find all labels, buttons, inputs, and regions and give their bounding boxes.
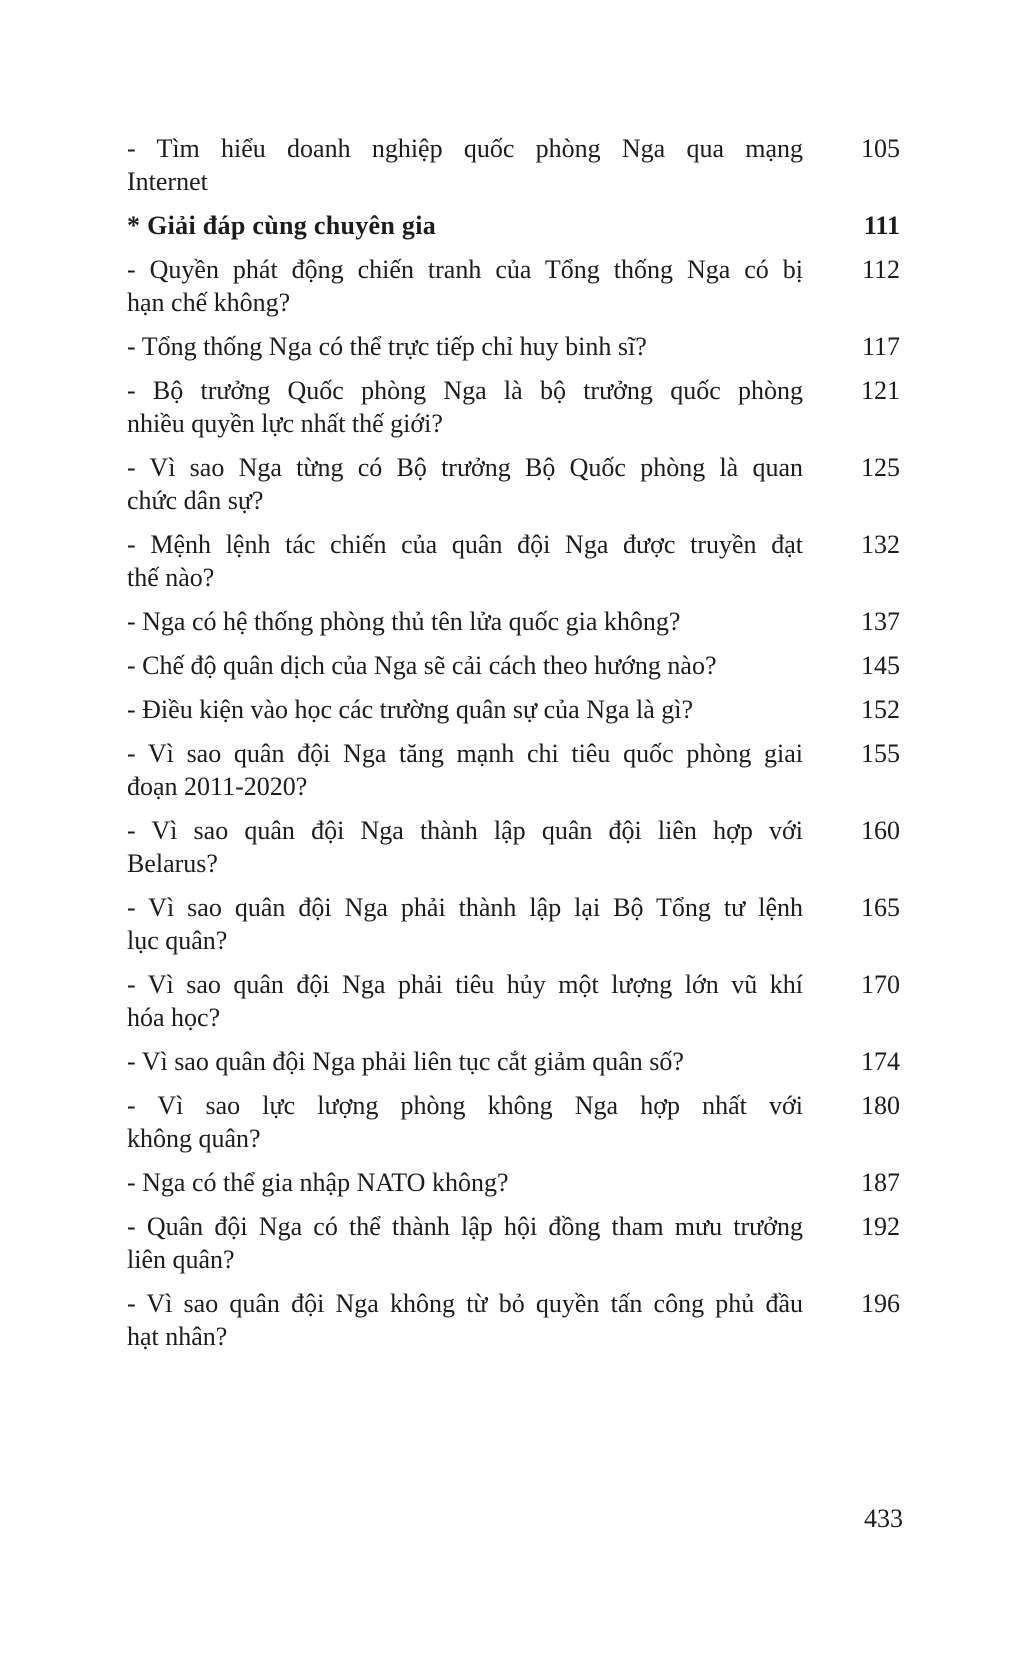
page-number-value: 180 [861, 1091, 900, 1120]
toc-entry-page-number [803, 1166, 900, 1199]
toc-entry-line: - Vì sao quân đội Nga phải liên tục cắt giảm quân số? [127, 1047, 684, 1076]
folio-page-number: 433 [864, 1504, 903, 1533]
page-number-value: 160 [861, 816, 900, 845]
toc-entry-page-number [803, 1045, 900, 1078]
toc-entry-title [127, 968, 803, 1034]
toc-entry [127, 737, 900, 803]
page-number-value: 125 [861, 453, 900, 482]
toc-entry-line: chức dân sự? [127, 486, 264, 515]
toc-entry-line: - Vì sao quân đội Nga không từ bỏ quyền tấn công phủ đầu [127, 1289, 803, 1318]
toc-entry [127, 1166, 900, 1199]
toc-entry [127, 1089, 900, 1155]
page-number-value: 165 [861, 893, 900, 922]
page-number-value: 145 [861, 651, 900, 680]
page-number-value: 105 [861, 134, 900, 163]
page-number-value: 111 [863, 211, 900, 240]
toc-entry-title [127, 132, 803, 198]
toc-entry [127, 605, 900, 638]
toc-entry-line: - Vì sao quân đội Nga phải tiêu hủy một lượng lớn vũ khí [127, 970, 803, 999]
toc-entry-title [127, 649, 803, 682]
toc-entry [127, 528, 900, 594]
page-number-value: 155 [861, 739, 900, 768]
toc-entry [127, 649, 900, 682]
toc-entry-line: hạt nhân? [127, 1322, 228, 1351]
toc-entry-line: - Chế độ quân dịch của Nga sẽ cải cách theo hướng nào? [127, 651, 717, 680]
toc-entry-line: - Bộ trưởng Quốc phòng Nga là bộ trưởng quốc phòng [127, 376, 803, 405]
toc-entry-title [127, 1045, 803, 1078]
toc-entry-line: - Tìm hiểu doanh nghiệp quốc phòng Nga qua mạng [127, 134, 803, 163]
page-number-value: 196 [861, 1289, 900, 1318]
toc-entry-line: hạn chế không? [127, 288, 291, 317]
toc-entry-title [127, 1287, 803, 1353]
toc-entry-line: * Giải đáp cùng chuyên gia [127, 211, 437, 240]
toc-entry-page-number [803, 1210, 900, 1243]
toc-entry-line: - Nga có hệ thống phòng thủ tên lửa quốc gia không? [127, 607, 681, 636]
toc-entry-line: liên quân? [127, 1245, 235, 1274]
toc-entry [127, 814, 900, 880]
toc-entry-page-number [803, 132, 900, 165]
toc-entry-line: - Vì sao Nga từng có Bộ trưởng Bộ Quốc phòng là quan [127, 453, 803, 482]
toc-entry-title [127, 693, 803, 726]
page-number-value: 117 [861, 332, 900, 361]
toc-entry-title [127, 814, 803, 880]
page-number-value: 174 [861, 1047, 900, 1076]
toc-entry-page-number [803, 891, 900, 924]
toc-entry-title [127, 737, 803, 803]
toc-entry-page-number [803, 374, 900, 407]
toc-entry [127, 968, 900, 1034]
toc-entry-line: - Quyền phát động chiến tranh của Tổng thống Nga có bị [127, 255, 803, 284]
toc-entry-title [127, 451, 803, 517]
toc-entry [127, 891, 900, 957]
toc-entry-line: thế nào? [127, 563, 215, 592]
toc-entry [127, 1045, 900, 1078]
toc-entry-line: - Vì sao quân đội Nga phải thành lập lại Bộ Tổng tư lệnh [127, 893, 803, 922]
toc-entry-line: - Vì sao lực lượng phòng không Nga hợp nhất với [127, 1091, 803, 1120]
page-number-value: 152 [861, 695, 900, 724]
page-number-value: 170 [861, 970, 900, 999]
toc-entry [127, 1210, 900, 1276]
toc-entry-title [127, 374, 803, 440]
page-number-value: 112 [861, 255, 900, 284]
toc-entry-line: đoạn 2011-2020? [127, 772, 308, 801]
toc-entry-page-number [803, 649, 900, 682]
page-number-value: 132 [861, 530, 900, 559]
toc-entry-line: lục quân? [127, 926, 228, 955]
toc-entry-page-number [803, 528, 900, 561]
toc-entry-title [127, 1166, 803, 1199]
toc-entry-line: - Vì sao quân đội Nga tăng mạnh chi tiêu quốc phòng giai [127, 739, 803, 768]
toc-entry [127, 330, 900, 363]
toc-entry-title [127, 253, 803, 319]
page-number-value: 192 [861, 1212, 900, 1241]
toc-entry-page-number [803, 605, 900, 638]
toc-entry-title [127, 209, 803, 242]
toc-entry-line: nhiều quyền lực nhất thế giới? [127, 409, 443, 438]
toc-entry-page-number [803, 1287, 900, 1320]
toc-entry-line: - Nga có thể gia nhập NATO không? [127, 1168, 509, 1197]
page-number-value: 121 [861, 376, 900, 405]
toc-entry [127, 209, 900, 242]
toc-entry-line: Internet [127, 167, 208, 196]
toc-entry-line: hóa học? [127, 1003, 221, 1032]
toc-entry-page-number [803, 451, 900, 484]
toc-entry-page-number [803, 814, 900, 847]
toc-entry-line: Belarus? [127, 849, 218, 878]
toc-entry-page-number [803, 737, 900, 770]
toc-entry [127, 1287, 900, 1353]
toc-entry-line: - Điều kiện vào học các trường quân sự của Nga là gì? [127, 695, 694, 724]
toc-entry-title [127, 330, 803, 363]
page-number-value: 187 [861, 1168, 900, 1197]
toc-entry [127, 253, 900, 319]
toc-entry-line: - Mệnh lệnh tác chiến của quân đội Nga được truyền đạt [127, 530, 803, 559]
toc-entry [127, 451, 900, 517]
toc-list [127, 132, 900, 1364]
toc-entry-line: - Vì sao quân đội Nga thành lập quân đội liên hợp với [127, 816, 803, 845]
toc-entry-page-number [803, 968, 900, 1001]
toc-entry [127, 374, 900, 440]
toc-entry-page-number [803, 253, 900, 286]
toc-entry-page-number [803, 693, 900, 726]
toc-entry-page-number [803, 330, 900, 363]
toc-entry-title [127, 605, 803, 638]
toc-entry-page-number [803, 209, 900, 242]
toc-entry [127, 693, 900, 726]
toc-entry [127, 132, 900, 198]
toc-entry-title [127, 1089, 803, 1155]
toc-entry-title [127, 1210, 803, 1276]
toc-entry-page-number [803, 1089, 900, 1122]
toc-entry-line: không quân? [127, 1124, 261, 1153]
toc-entry-title [127, 528, 803, 594]
page-number-value: 137 [861, 607, 900, 636]
toc-entry-line: - Tổng thống Nga có thể trực tiếp chỉ huy binh sĩ? [127, 332, 647, 361]
toc-entry-title [127, 891, 803, 957]
toc-entry-line: - Quân đội Nga có thể thành lập hội đồng tham mưu trưởng [127, 1212, 803, 1241]
